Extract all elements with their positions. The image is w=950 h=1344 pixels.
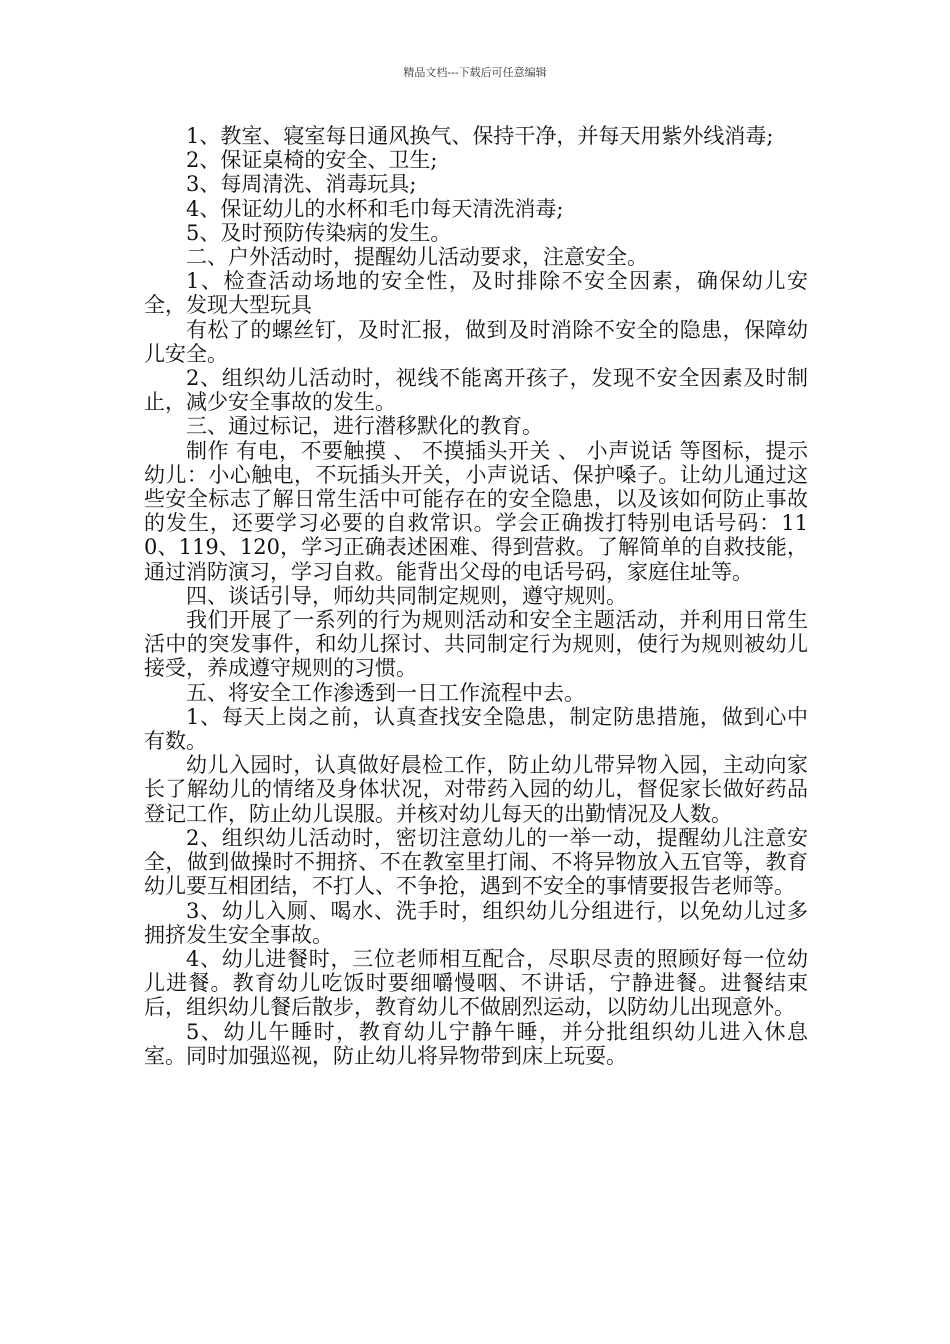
paragraph-daily-4: 4、幼儿进餐时，三位老师相互配合，尽职尽责的照顾好每一位幼儿进餐。教育幼儿吃饭时要细嚼慢咽、不讲话，宁静进餐。进餐结束后，组织幼儿餐后散步，教育幼儿不做剧烈运动，以防幼儿出现意外。: [144, 946, 808, 1020]
section-heading-signs: 三、通过标记，进行潜移默化的教育。: [186, 414, 543, 439]
page-header: 精品文档---下载后可任意编辑: [403, 66, 547, 79]
paragraph-outdoor-1: 1、检查活动场地的安全性，及时排除不安全因素，确保幼儿安全，发现大型玩具: [144, 269, 808, 318]
paragraph-hygiene-2: 2、保证桌椅的安全、卫生;: [186, 148, 438, 173]
section-heading-rules: 四、谈话引导，师幼共同制定规则，遵守规则。: [186, 583, 627, 608]
paragraph-daily-1: 1、每天上岗之前，认真查找安全隐患，制定防患措施，做到心中有数。: [144, 704, 808, 754]
paragraph-hygiene-1: 1、教室、寝室每日通风换气、保持干净，并每天用紫外线消毒;: [186, 124, 774, 148]
paragraph-daily-2: 2、组织幼儿活动时，密切注意幼儿的一举一动，提醒幼儿注意安全，做到做操时不拥挤、不在教室里打闹、不将异物放入五官等，教育幼儿要互相团结，不打人、不争抢，遇到不安全的事情要报告老师等。: [144, 825, 808, 899]
paragraph-signs: 制作 有电，不要触摸 、 不摸插头开关 、 小声说话 等图标，提示幼儿：小心触电，不玩插头开关，小声说话、保护嗓子。让幼儿通过这些安全标志了解日常生活中可能存在的安全隐患，以及该如何防止事故的发生，还要学习必要的自救常识。学会正确拨打特别电话号码：110、119、120，学习正确表述困难、得到营救。了解简单的自救技能，通过消防演习，学习自救。能背出父母的电话号码，家庭住址等。: [144, 438, 808, 584]
paragraph-outdoor-2: 2、组织幼儿活动时，视线不能离开孩子，发现不安全因素及时制止，减少安全事故的发生。: [144, 366, 808, 415]
paragraph-rules: 我们开展了一系列的行为规则活动和安全主题活动，并利用日常生活中的突发事件，和幼儿探讨、共同制定行为规则，使行为规则被幼儿接受，养成遵守规则的习惯。: [144, 608, 808, 681]
section-heading-daily: 五、将安全工作渗透到一日工作流程中去。: [186, 680, 585, 705]
paragraph-hygiene-3: 3、每周清洗、消毒玩具;: [186, 172, 417, 197]
paragraph-outdoor-1-cont: 有松了的螺丝钉，及时汇报，做到及时消除不安全的隐患，保障幼儿安全。: [144, 317, 808, 366]
paragraph-hygiene-5: 5、及时预防传染病的发生。: [186, 220, 452, 245]
paragraph-hygiene-4: 4、保证幼儿的水杯和毛巾每天清洗消毒;: [186, 196, 564, 221]
paragraph-daily-3: 3、幼儿入厕、喝水、洗手时，组织幼儿分组进行，以免幼儿过多拥挤发生安全事故。: [144, 898, 808, 947]
paragraph-arrival: 幼儿入园时，认真做好晨检工作，防止幼儿带异物入园，主动向家长了解幼儿的情绪及身体状况，对带药入园的幼儿，督促家长做好药品登记工作，防止幼儿误服。并核对幼儿每天的出勤情况及人数。: [144, 753, 808, 826]
document-body: [144, 124, 808, 1068]
paragraph-daily-5: 5、幼儿午睡时，教育幼儿宁静午睡，并分批组织幼儿进入休息室。同时加强巡视，防止幼儿将异物带到床上玩耍。: [144, 1019, 808, 1068]
section-heading-outdoor: 二、户外活动时，提醒幼儿活动要求，注意安全。: [186, 245, 648, 270]
